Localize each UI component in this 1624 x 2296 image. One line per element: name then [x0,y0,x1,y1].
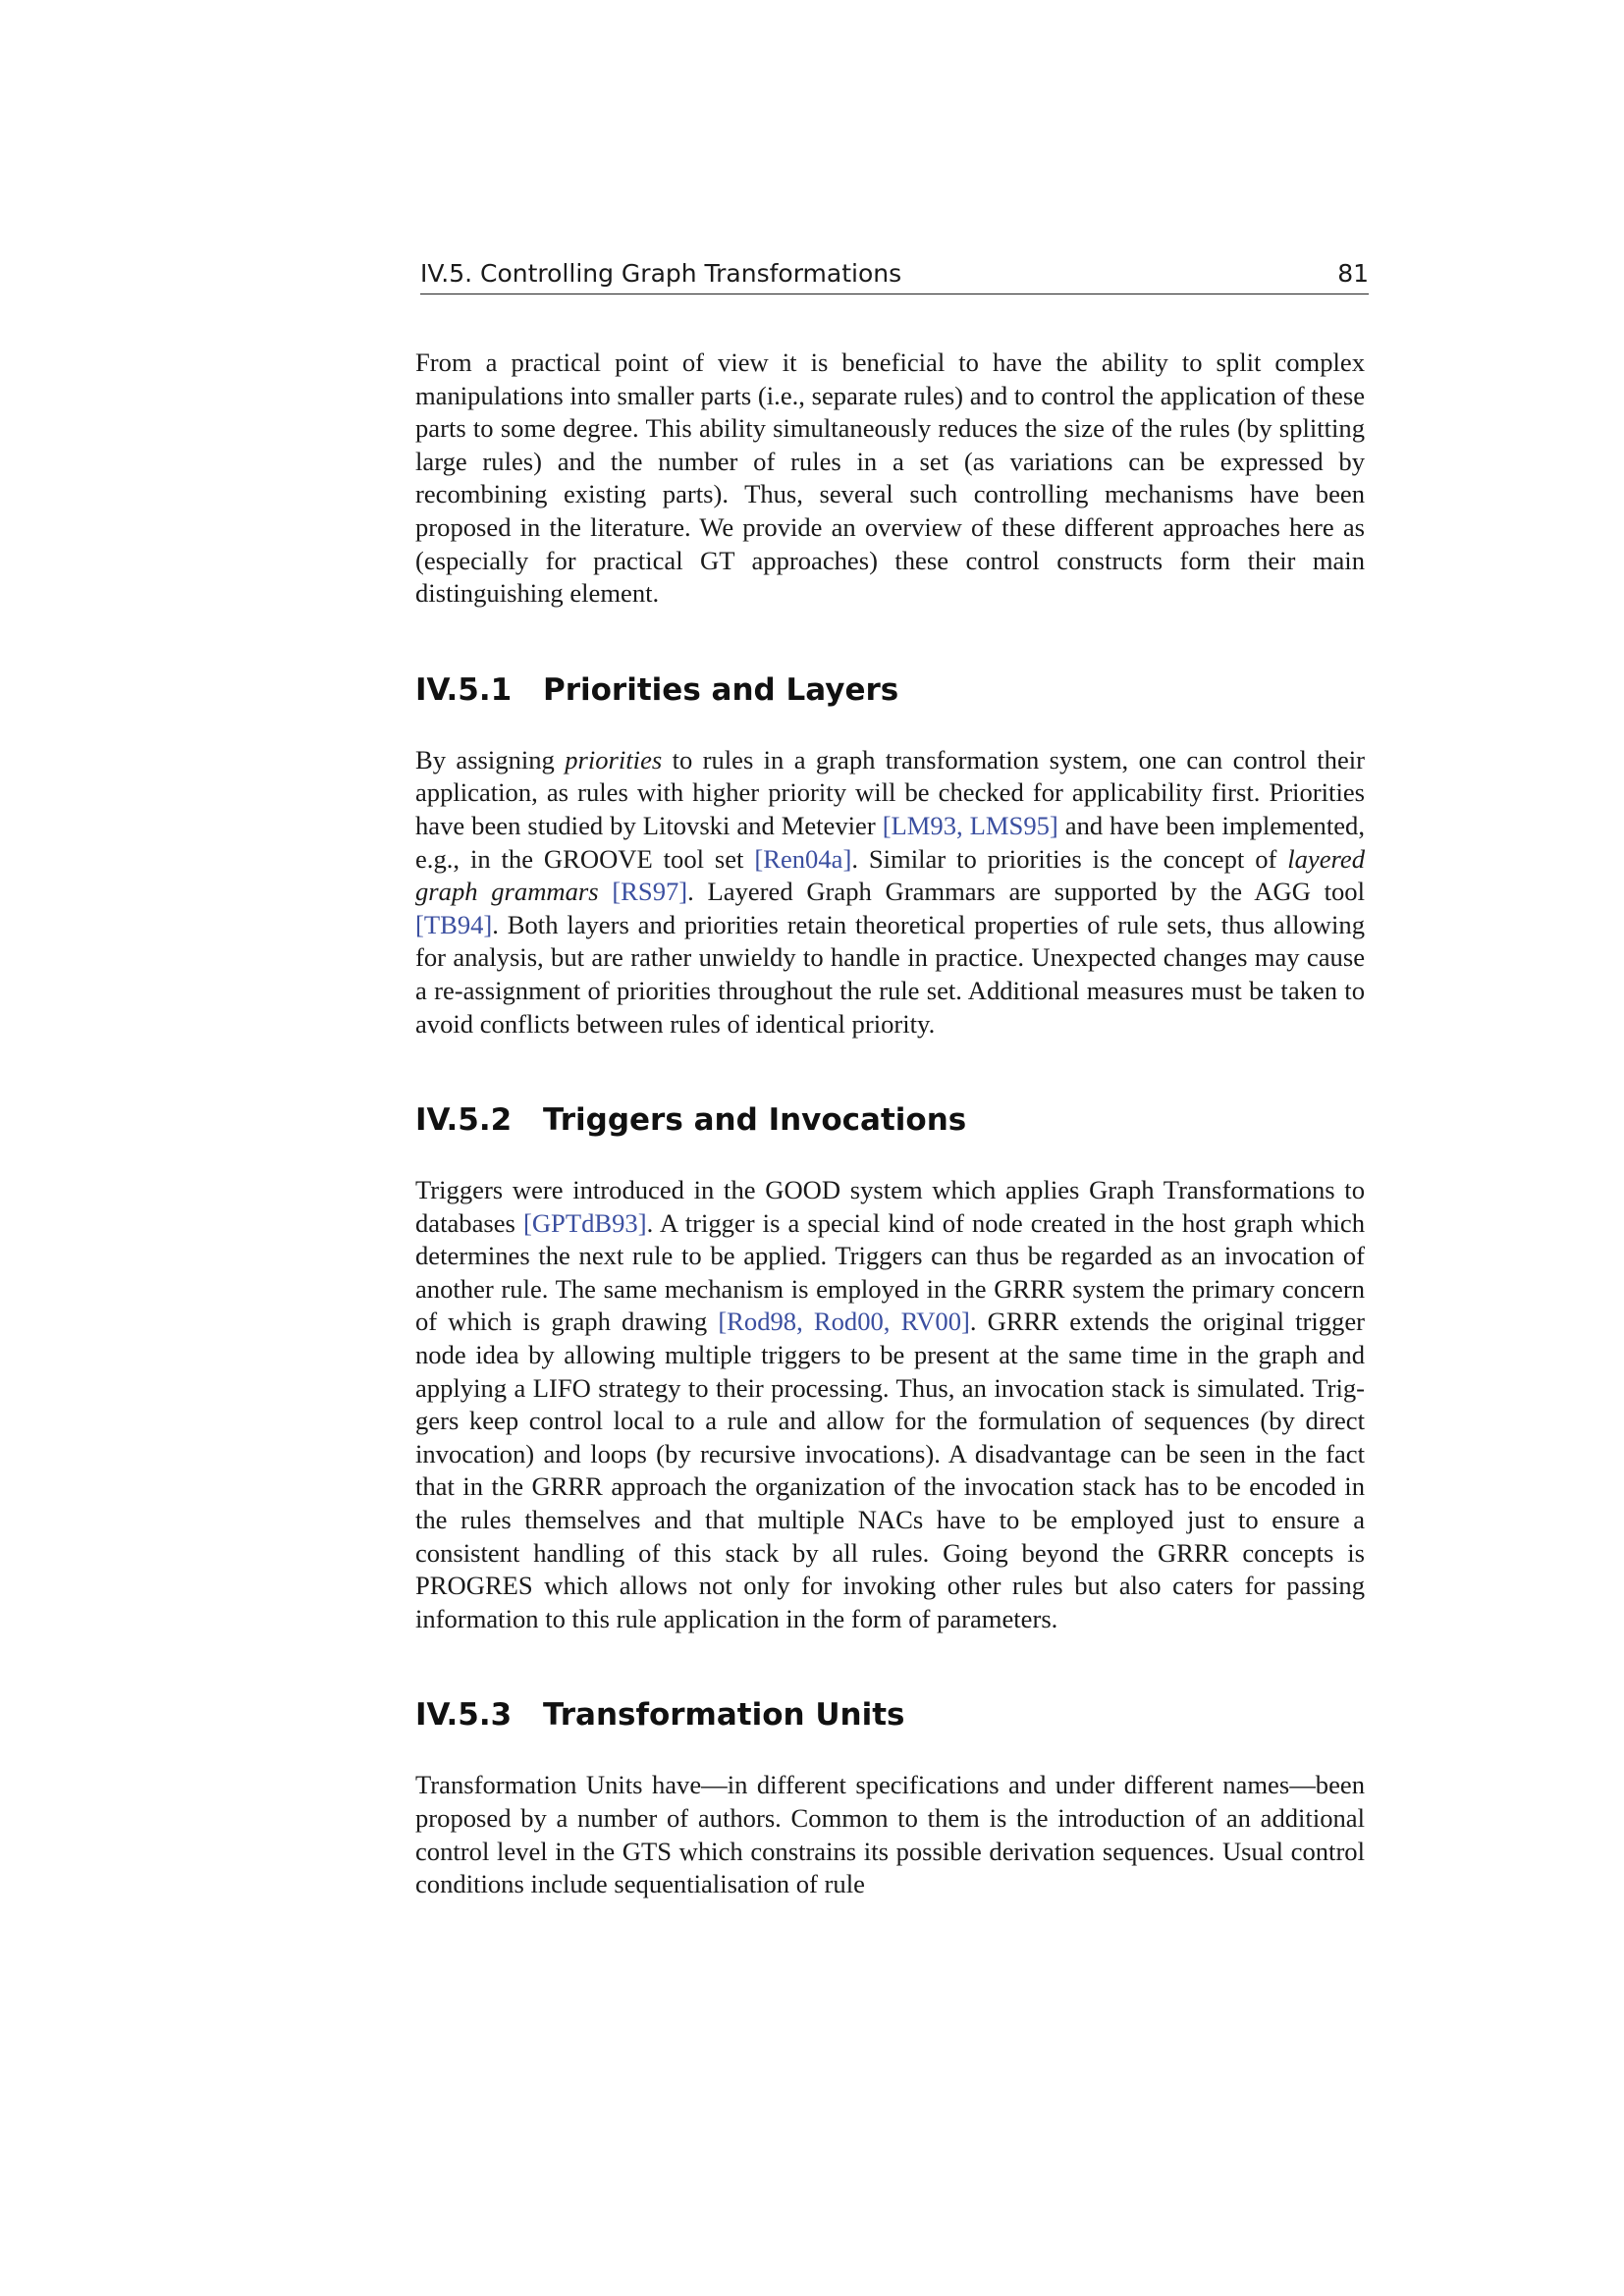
intro-paragraph: From a practical point of view it is beneficial to have the ability to split complex manipulations into smaller parts (i.e., separate rules) and to control the application of these parts to some degree. This ability simultaneously reduces the size of the rules (by splitting large rules) and the number of rules in a set (as variations can be expressed by recombining existing parts). Thus, several such controlling mechanisms have been proposed in the literature. We provide an overview of these different approaches here as (especially for practical GT approaches) these control constructs form their main distinguishing element. [415,347,1365,609]
paragraph-priorities-and-layers [415,744,1365,1041]
citation-link-ren04a[interactable]: [Ren04a] [754,843,852,874]
text-run: to rules in a graph transformation system, one can control their application, as rules with higher priority will be checked for applicability first. Priorities have been studied by Litovski and Metevier [415,744,1365,840]
citation-link-lm93-lms95[interactable]: [LM93, LMS95] [882,810,1058,840]
citation-link-rod98-rod00-rv00[interactable]: [Rod98, Rod00, RV00] [718,1307,970,1337]
emphasis-layered-graph-grammars: layered graph grammars [415,843,1366,907]
section-number: IV.5.2 [415,1102,513,1139]
text-run: . A trigger is a special kind of node created in the host graph which determines the next rule to be applied. Triggers can thus be regarded as an invocation of another rule. The same mechanism is employed in the GRRR system the primary concern of which is graph drawing [415,1207,1366,1337]
running-header-title: IV.5. Controlling Graph Transformations [420,259,902,288]
page-number: 81 [1337,259,1369,288]
section-heading-priorities-and-layers [415,670,1365,710]
section-number: IV.5.1 [415,671,513,708]
section-heading-triggers-and-invocations [415,1100,1365,1140]
text-run: . Similar to priorities is the concept of [851,843,1288,874]
text-run: Transformation Units have—in different specifications and under different names—been proposed by a number of authors. Common to them is the introduction of an additional control level in the GTS which constrains its possible derivation sequences. Usual control conditions include sequentialisation of rule [415,1770,1365,1899]
section-title: Triggers and Invocations [543,1102,967,1139]
body-text [415,347,1365,1901]
paragraph-transformation-units [415,1769,1365,1900]
paragraph-triggers-and-invocations [415,1174,1365,1635]
running-header [420,254,1369,294]
text-run [599,877,613,906]
citation-link-tb94[interactable]: [TB94] [415,909,493,939]
citation-link-rs97[interactable]: [RS97] [612,877,688,907]
text-run: . GRRR extends the original trigger node idea by allowing multiple triggers to be present at the same time in the graph and applying a LIFO strategy to their processing. Thus, an invocation stack is simulated. Triggers keep control local to a rule and allow for the formulation of sequences (by direct invocation) and loops (by recursive invocations). A disadvantage can be seen in the fact that in the GRRR approach the organization of the invocation stack has to be encoded in the rules themselves and that multiple NACs have to be employed just to ensure a consistent handling of this stack by all rules. Going beyond the GRRR concepts is PROGRES which allows not only for invoking other rules but also caters for passing information to this rule application in the form of parameters. [415,1307,1365,1633]
text-run: . Both layers and priorities retain theoretical properties of rule sets, thus allowing for analysis, but are rather unwieldy to handle in practice. Unexpected changes may cause a re-assignment of priorities throughout the rule set. Additional measures must be taken to avoid conflicts between rules of identical priority. [415,909,1365,1039]
section-title: Priorities and Layers [543,671,899,708]
text-run: . Layered Graph Grammars are supported by the AGG tool [687,877,1365,907]
section-heading-transformation-units [415,1695,1365,1735]
emphasis-priorities: priorities [565,744,663,774]
citation-link-gptdb93[interactable]: [GPTdB93] [523,1207,647,1238]
section-number: IV.5.3 [415,1697,513,1734]
text-run: By assigning [415,744,566,774]
text-run: and have been implemented, e.g., in the GROOVE tool set [415,810,1365,874]
text-run: Triggers were introduced in the GOOD system which applies Graph Transformations to databases [415,1175,1365,1238]
section-title: Transformation Units [543,1697,905,1734]
